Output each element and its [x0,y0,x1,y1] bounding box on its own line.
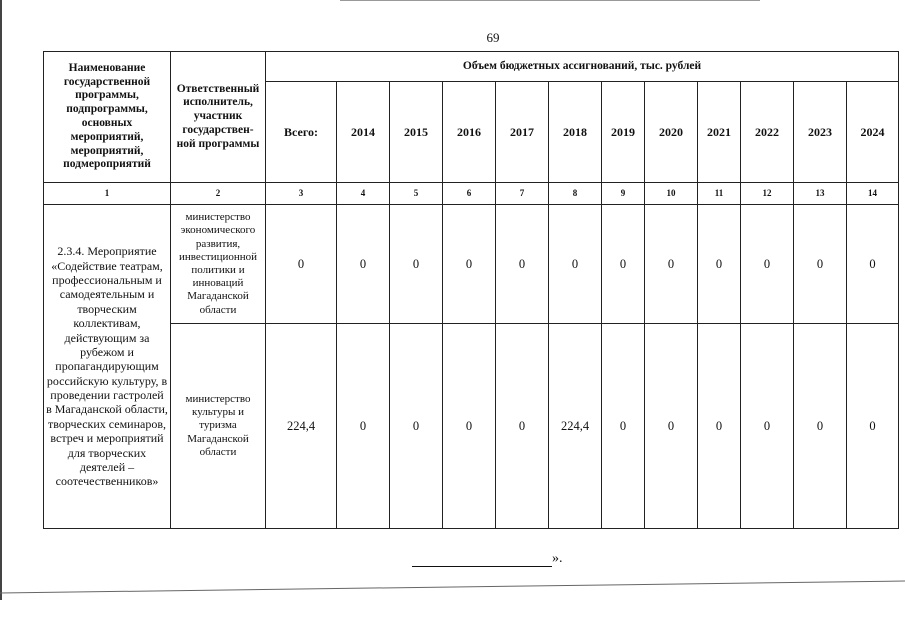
scan-left-edge [0,0,2,600]
column-number: 2 [171,183,266,205]
header-year: 2023 [794,82,847,183]
closing-quote: ». [552,551,563,566]
column-number: 10 [645,183,698,205]
column-number: 8 [549,183,602,205]
value-cell: 0 [337,324,390,529]
event-name-cell: 2.3.4. Мероприятие «Содействие театрам, профессиональным и самодеятельным и творческим коллективам, действующим за рубежом и пропагандирующим российскую культуру, в проведении гастролей в Магаданской области, творческих семинаров, встреч и мероприятий для творческих деятелей – соотечественников» [44,205,171,529]
header-budget-group: Объем бюджетных ассигнований, тыс. рублей [266,52,899,82]
column-number: 4 [337,183,390,205]
column-number: 5 [390,183,443,205]
value-cell: 0 [698,205,741,324]
value-cell: 0 [266,205,337,324]
column-number: 12 [741,183,794,205]
value-cell: 0 [496,205,549,324]
value-cell: 0 [741,205,794,324]
column-number: 6 [443,183,496,205]
column-number: 9 [602,183,645,205]
value-cell: 0 [847,324,899,529]
value-cell: 0 [443,324,496,529]
value-cell: 0 [741,324,794,529]
value-cell: 0 [443,205,496,324]
value-cell: 0 [602,324,645,529]
scan-top-line [340,0,760,1]
header-year: 2022 [741,82,794,183]
value-cell: 0 [794,324,847,529]
header-year: 2015 [390,82,443,183]
header-total: Всего: [266,82,337,183]
column-number: 14 [847,183,899,205]
header-year: 2020 [645,82,698,183]
value-cell: 224,4 [549,324,602,529]
header-year: 2021 [698,82,741,183]
executor-cell: министерство культуры и туризма Магаданской области [171,324,266,529]
value-cell: 0 [645,324,698,529]
value-cell: 0 [496,324,549,529]
column-number: 11 [698,183,741,205]
table-row [44,324,899,529]
executor-cell: министерство экономического развития, инвестиционной политики и инноваций Магаданской области [171,205,266,324]
header-year: 2017 [496,82,549,183]
header-executor: Ответственный исполнитель, участник государствен-ной программы [171,52,266,183]
header-year: 2016 [443,82,496,183]
header-year: 2018 [549,82,602,183]
column-number: 3 [266,183,337,205]
column-number: 1 [44,183,171,205]
header-year: 2024 [847,82,899,183]
header-row-1 [44,52,899,82]
closing-rule [412,551,552,567]
header-program-name: Наименование государственной программы, подпрограммы, основных мероприятий, мероприятий, подмероприятий [44,52,171,183]
column-number: 13 [794,183,847,205]
page-number: 69 [486,30,500,45]
closing-mark [412,551,563,567]
column-number-row [44,183,899,205]
value-cell: 0 [549,205,602,324]
table-row [44,205,899,324]
value-cell: 0 [602,205,645,324]
value-cell: 0 [337,205,390,324]
value-cell: 0 [698,324,741,529]
value-cell: 0 [794,205,847,324]
value-cell: 0 [390,205,443,324]
header-year: 2019 [602,82,645,183]
value-cell: 224,4 [266,324,337,529]
column-number: 7 [496,183,549,205]
budget-table [43,51,899,529]
value-cell: 0 [645,205,698,324]
scan-bottom-line [0,575,905,603]
header-year: 2014 [337,82,390,183]
value-cell: 0 [390,324,443,529]
value-cell: 0 [847,205,899,324]
